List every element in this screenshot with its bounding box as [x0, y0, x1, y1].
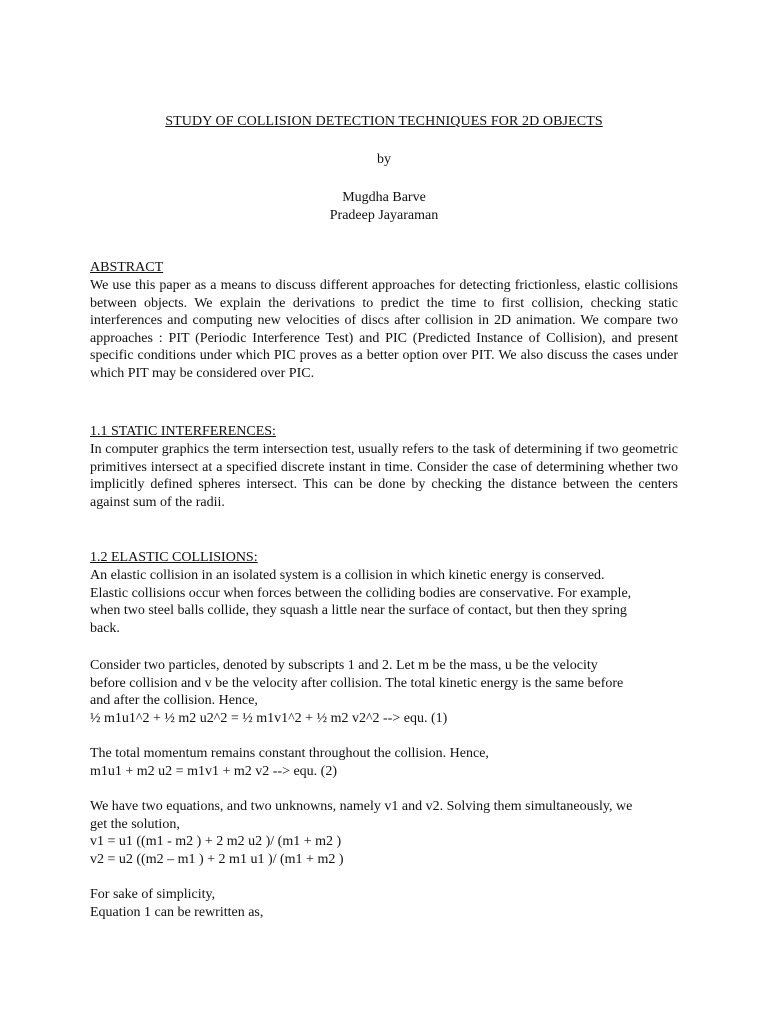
section-1-1-text: In computer graphics the term intersection test, usually refers to the task of determining if two geometric primitives intersect at a specified discrete instant in time. Consider the case of determining whether two implicitly defined spheres intersect. This can be done by checking the distance between the centers against sum of the radii.	[90, 442, 678, 510]
text-line: Consider two particles, denoted by subscripts 1 and 2. Let m be the mass, u be the velocity	[90, 658, 598, 673]
abstract-text: We use this paper as a means to discuss different approaches for detecting frictionless, elastic collisions between objects. We explain the derivations to predict the time to first collision, checking static interferences and computing new velocities of discs after collision in 2D animation. We compare two approaches : PIT (Periodic Interference Test) and PIC (Predicted Instance of Collision), and present specific conditions under which PIC proves as a better option over PIT. We also discuss the cases under which PIT may be considered over PIC.	[90, 278, 678, 381]
author-2: Pradeep Jayaraman	[329, 208, 439, 223]
text-line: An elastic collision in an isolated system is a collision in which kinetic energy is conserved.	[90, 568, 605, 583]
text-line: when two steel balls collide, they squash a little near the surface of contact, but then they spring	[90, 603, 627, 619]
text-line: Equation 1 can be rewritten as,	[90, 904, 264, 920]
text-line: For sake of simplicity,	[90, 887, 216, 902]
equation-1: ½ m1u1^2 + ½ m2 u2^2 = ½ m1v1^2 + ½ m2 v2^2 --> equ. (1)	[90, 710, 448, 726]
section-1-2-para-2	[90, 657, 678, 727]
text-line: We have two equations, and two unknowns, namely v1 and v2. Solving them simultaneously, we	[90, 799, 633, 814]
text-line: The total momentum remains constant throughout the collision. Hence,	[90, 746, 489, 761]
text-line: back.	[90, 620, 120, 636]
section-1-2-para-3	[90, 745, 678, 780]
abstract-heading: ABSTRACT	[90, 260, 164, 275]
section-1-1-heading: 1.1 STATIC INTERFERENCES:	[90, 424, 276, 439]
section-1-2-heading: 1.2 ELASTIC COLLISIONS:	[90, 550, 258, 565]
equation-v1: v1 = u1 ((m1 - m2 ) + 2 m2 u2 )/ (m1 + m2 )	[90, 834, 342, 850]
section-1-2-para-5	[90, 886, 678, 921]
text-line: get the solution,	[90, 816, 180, 832]
byline: by	[377, 152, 391, 167]
text-line: Elastic collisions occur when forces between the colliding bodies are conservative. For example,	[90, 585, 632, 601]
paper-title: STUDY OF COLLISION DETECTION TECHNIQUES FOR 2D OBJECTS	[165, 114, 603, 129]
section-1-2-para-4	[90, 798, 678, 868]
author-1: Mugdha Barve	[342, 190, 426, 205]
section-1-2-para-1	[90, 567, 678, 637]
text-line: before collision and v be the velocity after collision. The total kinetic energy is the same before	[90, 675, 624, 691]
equation-v2: v2 = u2 ((m2 – m1 ) + 2 m1 u1 )/ (m1 + m2 )	[90, 851, 344, 867]
equation-2: m1u1 + m2 u2 = m1v1 + m2 v2 --> equ. (2)	[90, 763, 338, 779]
text-line: and after the collision. Hence,	[90, 693, 258, 709]
